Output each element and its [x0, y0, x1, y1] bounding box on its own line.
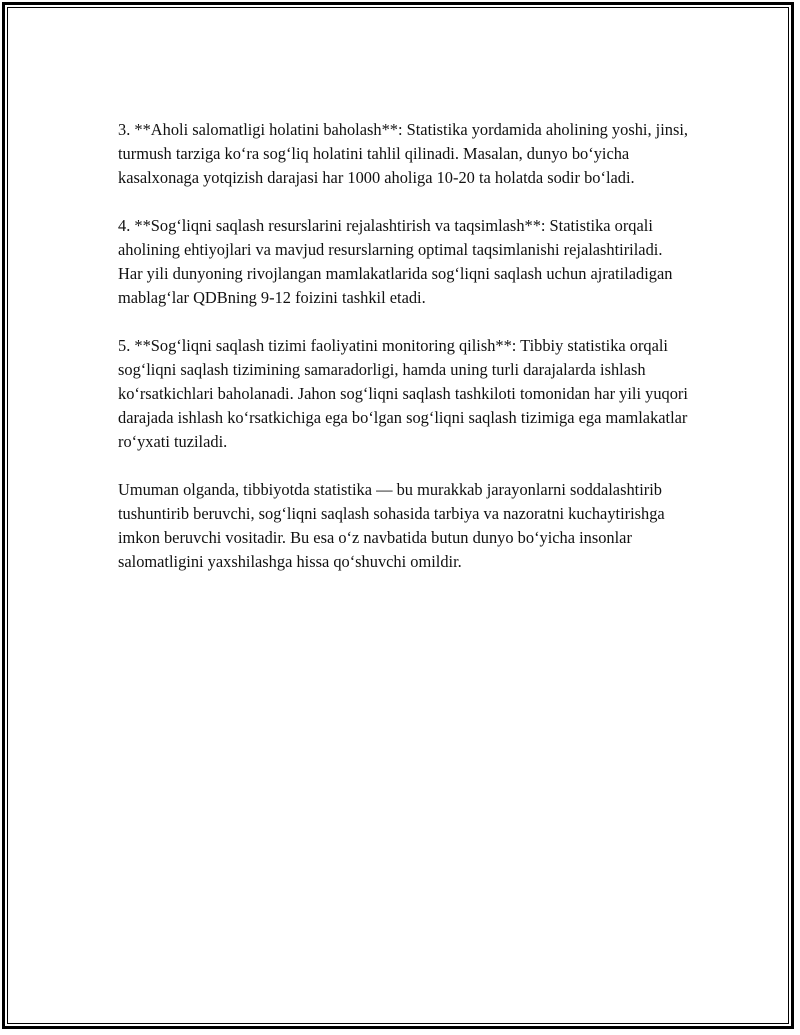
paragraph-conclusion: Umuman olganda, tibbiyotda statistika — bu murakkab jarayonlarni soddalashtirib tushuntirib beruvchi, sogʻliqni saqlash sohasida tarbiya va nazoratni kuchaytirishga imkon beruvchi vositadir. Bu esa oʻz navbatida butun dunyo boʻyicha insonlar salomatligini yaxshilashga hissa qoʻshuvchi omildir. — [118, 480, 665, 571]
document-body — [118, 118, 690, 598]
paragraph-item-5: 5. **Sogʻliqni saqlash tizimi faoliyatini monitoring qilish**: Tibbiy statistika orqali sogʻliqni saqlash tizimining samaradorligi, hamda uning turli darajalarda ishlash koʻrsatkichlari baholanadi. Jahon sogʻliqni saqlash tashkiloti tomonidan har yili yuqori darajada ishlash koʻrsatkichiga ega boʻlgan sogʻliqni saqlash tizimiga ega mamlakatlar roʻyxati tuziladi. — [118, 336, 688, 451]
paragraph-item-3: 3. **Aholi salomatligi holatini baholash**: Statistika yordamida aholining yoshi, jinsi, turmush tarziga koʻra sogʻliq holatini tahlil qilinadi. Masalan, dunyo boʻyicha kasalxonaga yotqizish darajasi har 1000 aholiga 10-20 ta holatda sodir boʻladi. — [118, 120, 688, 187]
paragraph-item-4: 4. **Sogʻliqni saqlash resurslarini rejalashtirish va taqsimlash**: Statistika orqali aholining ehtiyojlari va mavjud resurslarning optimal taqsimlanishi rejalashtiriladi. Har yili dunyoning rivojlangan mamlakatlarida sogʻliqni saqlash uchun ajratiladigan mablagʻlar QDBning 9-12 foizini tashkil etadi. — [118, 216, 673, 307]
